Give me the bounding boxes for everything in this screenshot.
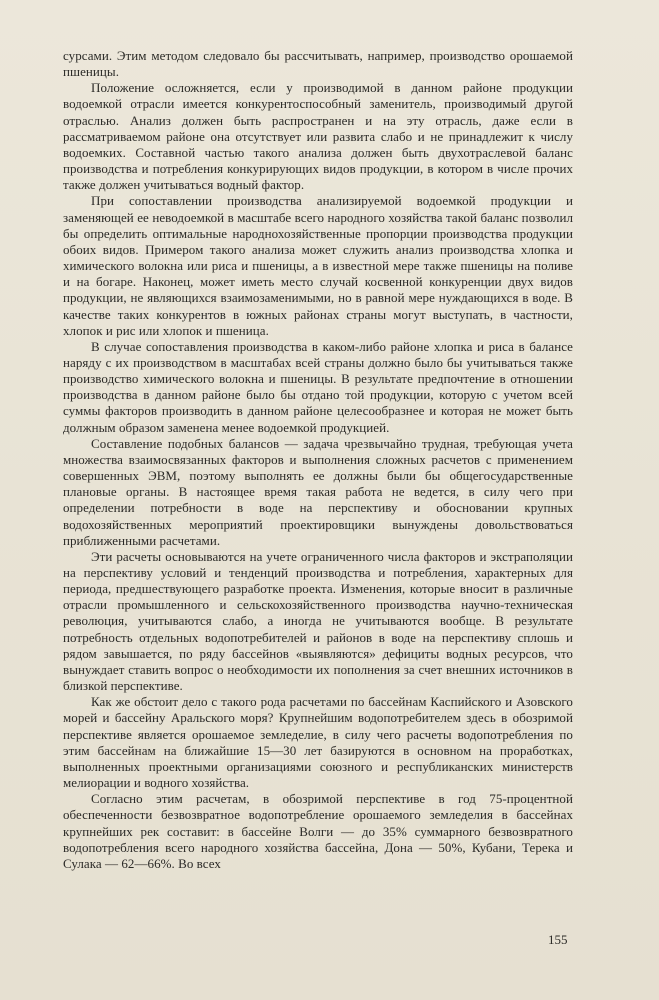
paragraph-continued: сурсами. Этим методом следовало бы рассчитывать, например, производство орошаемой пшеницы. bbox=[63, 48, 573, 80]
paragraph: Положение осложняется, если у производимой в данном районе продукции водоемкой отрасли имеется конкурентоспособный заменитель, производимый другой отраслью. Анализ должен быть распространен и на эту отрасль, даже если в рассматриваемом районе она отсутствует или развита слабо и не принадлежит к числу водоемких. Составной частью такого анализа должен быть двухотраслевой баланс производства и потребления конкурирующих видов продукции, в котором в числе прочих также должен учитываться водный фактор. bbox=[63, 80, 573, 193]
paragraph: В случае сопоставления производства в каком-либо районе хлопка и риса в балансе наряду с их производством в масштабах всей страны должно было бы учитываться также производство химического волокна и пшеницы. В результате предпочтение в отношении производства в данном районе было бы отдано той продукции, которую с учетом всей суммы факторов производить в данном районе целесообразнее и которая не может быть должным образом заменена менее водоемкой продукцией. bbox=[63, 338, 573, 435]
paragraph: Согласно этим расчетам, в обозримой перспективе в год 75-процентной обеспеченности безвозвратное водопотребление орошаемого земледелия в бассейнах крупнейших рек составит: в бассейне Волги — до 35% суммарного безвозвратного водопотребления всего народного хозяйства бассейна, Дона — 50%, Кубани, Терека и Сулака — 62—66%. Во всех bbox=[63, 791, 573, 871]
paragraph: Эти расчеты основываются на учете ограниченного числа факторов и экстраполяции на перспективу условий и тенденций производства и потребления, характерных для периода, предшествующего разработке проекта. Изменения, которые вносит в различные отрасли промышленного и сельскохозяйственного производства научно-техническая революция, учитываются слабо, а иногда не учитываются вообще. В результате потребность отдельных водопотребителей и районов в воде на перспективу сплошь и рядом завышается, по ряду бассейнов «выявляются» дефициты водных ресурсов, что вынуждает ставить вопрос о необходимости их пополнения за счет внешних источников в близкой перспективе. bbox=[63, 548, 573, 694]
paragraph: Составление подобных балансов — задача чрезвычайно трудная, требующая учета множества взаимосвязанных факторов и выполнения сложных расчетов с применением совершенных ЭВМ, поэтому выполнять ее должны были бы общегосударственные плановые органы. В настоящее время такая работа не ведется, в силу чего при определении потребности в воде на перспективу и обосновании крупных водохозяйственных мероприятий проектировщики вынуждены довольствоваться приближенными расчетами. bbox=[63, 435, 573, 548]
page-number: 155 bbox=[548, 932, 568, 947]
paragraph: Как же обстоит дело с такого рода расчетами по бассейнам Каспийского и Азовского морей и бассейну Аральского моря? Крупнейшим водопотребителем здесь в обозримой перспективе является орошаемое земледелие, в силу чего расчеты водопотребления по этим бассейнам на ближайшие 15—30 лет базируются в основном на проработках, выполненных проектными организациями союзного и республиканских министерств мелиорации и водного хозяйства. bbox=[63, 694, 573, 791]
paragraph: При сопоставлении производства анализируемой водоемкой продукции и заменяющей ее неводоемкой в масштабе всего народного хозяйства такой баланс позволил бы определить оптимальные народнохозяйственные пропорции производства продукции обоих видов. Примером такого анализа может служить анализ производства хлопка и химического волокна или риса и пшеницы, а в известной мере также пшеницы на поливе и на богаре. Наконец, может иметь место случай косвенной конкуренции двух видов продукции, не являющихся взаимозаменимыми, но в равной мере нуждающихся в воде. В качестве таких конкурентов в южных районах страны могут выступать, в частности, хлопок и рис или хлопок и пшеница. bbox=[63, 193, 573, 338]
body-text bbox=[63, 48, 573, 872]
